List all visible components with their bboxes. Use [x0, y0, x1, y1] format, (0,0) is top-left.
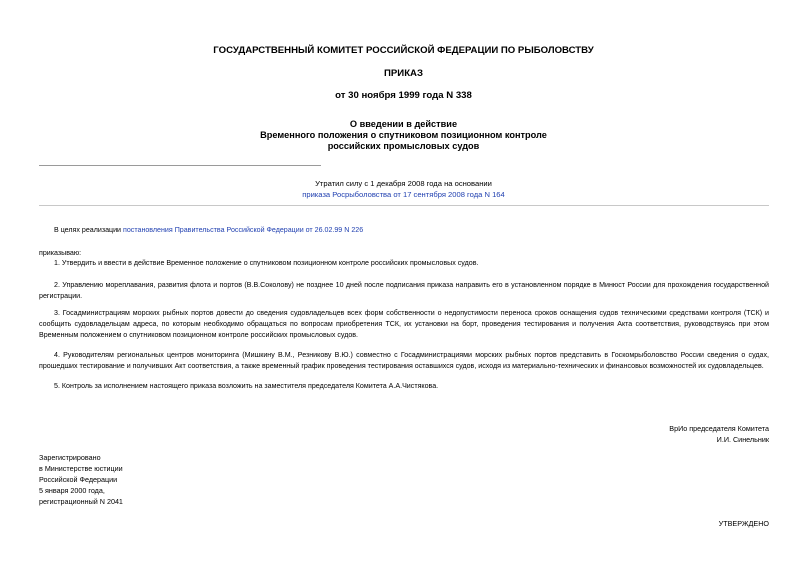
document-date-number: от 30 ноября 1999 года N 338 [335, 90, 472, 101]
document-type: ПРИКАЗ [384, 68, 423, 79]
note-divider [39, 205, 769, 206]
order-item-4: 4. Руководителям региональных центров мониторинга (Мишкину В.М., Резникову В.Ю.) совместно с Госадминистрациями морских рыбных портов представить в Госкомрыболовство России сведения о судах, прошедших тестирование и получивших Акт соответствия, а также временный график проведения тестирования оставшихся судов, исходя из материально-технических и финансовых возможностей их судовладельцев. [39, 351, 769, 370]
order-item-1: 1. Утвердить и ввести в действие Временное положение о спутниковом позиционном контроле российских промысловых судов. [54, 259, 479, 267]
title-line: российских промысловых судов [327, 141, 480, 151]
registration-block [39, 452, 123, 507]
status-note-text: Утратил силу с 1 декабря 2008 года на основании [315, 179, 492, 188]
preamble-link[interactable]: постановления Правительства Российской Федерации от 26.02.99 N 226 [123, 226, 364, 234]
registration-line: регистрационный N 2041 [39, 497, 123, 506]
agency-heading: ГОСУДАРСТВЕННЫЙ КОМИТЕТ РОССИЙСКОЙ ФЕДЕРАЦИИ ПО РЫБОЛОВСТВУ [213, 45, 594, 56]
status-note-link[interactable]: приказа Росрыболовства от 17 сентября 2008 года N 164 [302, 190, 505, 199]
registration-line: 5 января 2000 года, [39, 486, 105, 495]
registration-line: Зарегистрировано [39, 453, 101, 462]
title-line: О введении в действие [349, 119, 458, 129]
signature-name: И.И. Синельник [716, 435, 769, 444]
order-item-2: 2. Управлению мореплавания, развития флота и портов (В.В.Соколову) не позднее 10 дней после подписания приказа направить его в установленном порядке в Минюст России для прохождения государственной регистрации. [39, 281, 769, 300]
title-line: Временного положения о спутниковом позиционном контроле [260, 130, 547, 140]
preamble [39, 225, 769, 236]
registration-line: в Министерстве юстиции [39, 464, 123, 473]
status-note [0, 178, 807, 200]
approved-label: УТВЕРЖДЕНО [718, 519, 769, 528]
title-divider [39, 165, 321, 166]
signature-block [669, 423, 769, 445]
order-item-3: 3. Госадминистрациям морских рыбных портов довести до сведения судовладельцев всех форм собственности о недопустимости переноса сроков оснащения судов техническими средствами контроля (ТСК) и сообщить судовладельцам адреса, по которым необходимо обращаться по вопросам приобретения ТСК, их установки на борт, проведения тестирования и получения Акта соответствия, руководствуясь при этом Временным положением о спутниковом позиционном контроле российских промысловых судов. [39, 309, 769, 339]
preamble-text: В целях реализации [54, 226, 123, 234]
document-title [0, 119, 807, 152]
signature-position: ВрИо председателя Комитета [669, 424, 769, 433]
registration-line: Российской Федерации [39, 475, 118, 484]
order-item-5: 5. Контроль за исполнением настоящего приказа возложить на заместителя председателя Комитета А.А.Чистякова. [54, 382, 439, 390]
order-word: приказываю: [39, 249, 82, 257]
